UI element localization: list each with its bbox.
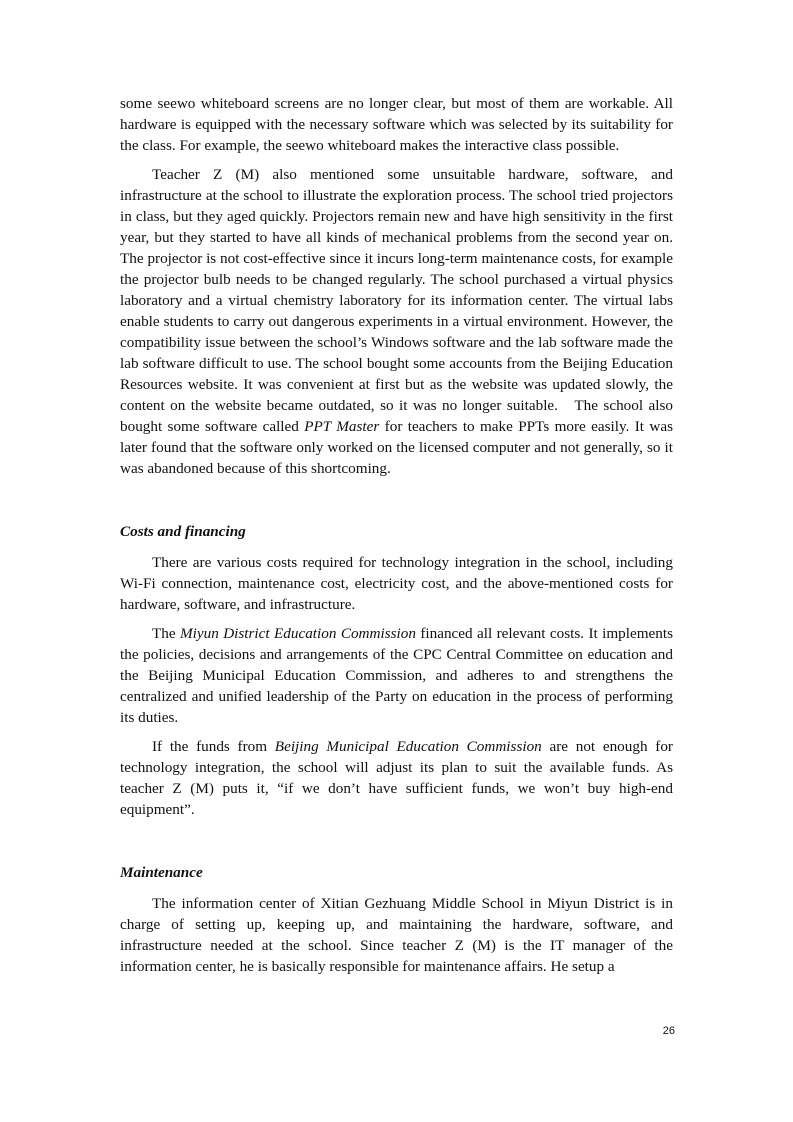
paragraph-maintenance: The information center of Xitian Gezhuang Middle School in Miyun District is in charge of setting up, keeping up, and maintaining the hardware, software, and infrastructure needed at the school. Since teacher Z (M) is the IT manager of the information center, he is basically responsible for maintenance affairs. He setup a [120, 895, 673, 975]
italic-text: Beijing Municipal Education Commission [274, 738, 542, 755]
text-run: The [152, 625, 181, 642]
paragraph-unsuitable-hardware [120, 164, 673, 479]
paragraph-funds [120, 736, 673, 820]
page-number: 26 [662, 1025, 675, 1037]
text-run: financed all relevant costs. It implements the policies, decisions and arrangements of the CPC Central Committee on education and the Beijing Municipal Education Commission, and adheres to and strengthens the centralized and unified leadership of the Party on education in the process of performing its duties. [120, 625, 673, 726]
paragraph-hardware-condition: some seewo whiteboard screens are no longer clear, but most of them are workable. All hardware is equipped with the necessary software which was selected by its suitability for the class. For example, the seewo whiteboard makes the interactive class possible. [120, 95, 673, 154]
section-heading-maintenance: Maintenance [120, 864, 203, 881]
italic-text: Miyun District Education Commission [180, 625, 416, 642]
paragraph-financing [120, 623, 673, 728]
text-run: are not enough for technology integration, the school will adjust its plan to suit the available funds. As teacher Z (M) puts it, “if we don’t have sufficient funds, we won’t buy high-end equipment”. [120, 738, 673, 818]
document-body [120, 93, 673, 977]
paragraph-costs: There are various costs required for technology integration in the school, including Wi-Fi connection, maintenance cost, electricity cost, and the above-mentioned costs for hardware, software, and infrastructure. [120, 554, 673, 613]
text-run: If the funds from [152, 738, 275, 755]
section-heading-costs: Costs and financing [120, 523, 246, 540]
italic-text: PPT Master [304, 418, 380, 435]
text-run: for teachers to make PPTs more easily. It was later found that the software only worked on the licensed computer and not generally, so it was abandoned because of this shortcoming. [120, 418, 673, 477]
text-run: Teacher Z (M) also mentioned some unsuitable hardware, software, and infrastructure at the school to illustrate the exploration process. The school tried projectors in class, but they aged quickly. Projectors remain new and have high sensitivity in the first year, but they started to have all kinds of mechanical problems from the second year on. The projector is not cost-effective since it incurs long-term maintenance costs, for example the projector bulb needs to be changed regularly. The school purchased a virtual physics laboratory and a virtual chemistry laboratory for its information center. The virtual labs enable students to carry out dangerous experiments in a virtual environment. However, the compatibility issue between the school’s Windows software and the lab software made the lab software difficult to use. The school bought some accounts from the Beijing Education Resources website. It was convenient at first but as the website was updated slowly, the content on the website became outdated, so it was no longer suitable. The school also bought some software called [120, 166, 673, 435]
